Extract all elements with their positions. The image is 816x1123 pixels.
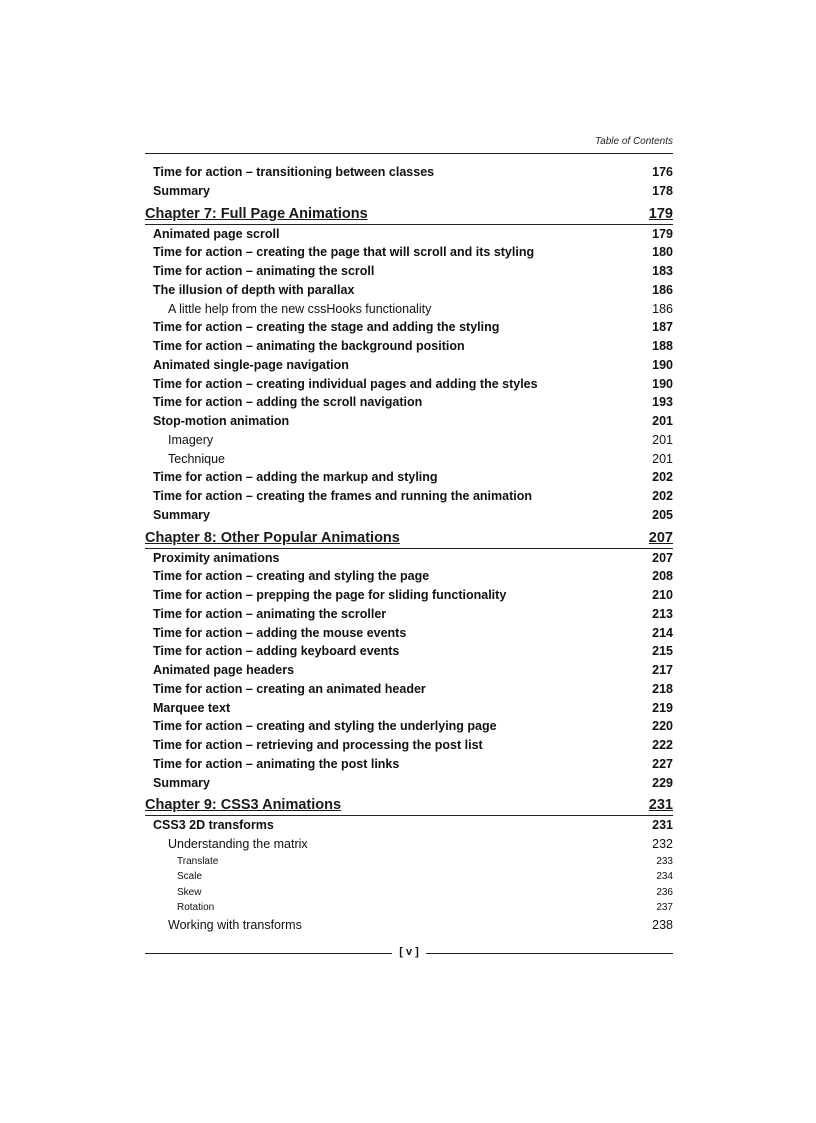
toc-entry-page: 176 [652, 165, 673, 179]
toc-entry-title: Working with transforms [168, 917, 302, 932]
toc-entry[interactable] [145, 225, 673, 244]
toc-entry-page: 186 [652, 282, 673, 297]
toc-entry[interactable] [145, 699, 673, 718]
toc-entry[interactable] [145, 567, 673, 586]
chapter-heading[interactable] [145, 527, 673, 549]
toc-entry-title: Marquee text [153, 700, 231, 715]
toc-entry[interactable] [145, 774, 673, 793]
toc-entry-title: Time for action – creating and styling the underlying page [153, 719, 497, 734]
toc-entry[interactable] [145, 300, 673, 319]
toc-entry-title: Stop-motion animation [153, 414, 290, 428]
toc-entry-title: Understanding the matrix [168, 837, 308, 851]
toc-entry[interactable] [145, 717, 673, 736]
toc-entry-title: Animated page headers [153, 663, 295, 677]
toc-entry-page: 237 [656, 902, 673, 914]
toc-entry[interactable] [145, 281, 673, 300]
toc-entry[interactable] [145, 755, 673, 774]
toc-entry-page: 201 [652, 451, 673, 466]
toc-entry[interactable] [145, 506, 673, 525]
toc-entry-page: 207 [648, 529, 673, 546]
toc-entry-title: Time for action – creating an animated header [153, 681, 426, 696]
toc-entry[interactable] [145, 243, 673, 262]
toc-entry-title: Technique [168, 451, 225, 466]
page-header [145, 136, 673, 154]
toc-entry[interactable] [145, 916, 673, 935]
toc-entry[interactable] [145, 624, 673, 643]
toc-entry-title: Time for action – animating the scroller [153, 606, 387, 621]
chapter-heading[interactable] [145, 794, 673, 816]
toc-entry-title: A little help from the new cssHooks functionality [168, 301, 432, 316]
page-number: [ v ] [399, 946, 419, 958]
toc-entry-title: Time for action – creating and styling the page [153, 569, 430, 584]
toc-entry-title: Summary [153, 775, 210, 790]
toc-entry-title: Time for action – adding keyboard events [153, 644, 400, 659]
toc-entry[interactable] [145, 605, 673, 624]
toc-entry[interactable] [145, 431, 673, 450]
toc-entry-page: 186 [652, 301, 673, 316]
toc-entry-title: Chapter 8: Other Popular Animations [145, 529, 400, 546]
toc-entry-title: Time for action – retrieving and processing the post list [153, 738, 483, 752]
toc-entry-page: 208 [652, 569, 673, 584]
toc-entry-page: 179 [648, 205, 673, 222]
toc-entry-page: 190 [652, 357, 673, 372]
toc-entry-page: 220 [652, 719, 673, 734]
toc-entry-page: 238 [652, 917, 673, 932]
toc-entry-title: The illusion of depth with parallax [153, 282, 355, 297]
toc-entry-page: 214 [652, 625, 673, 640]
toc-entry[interactable] [145, 854, 673, 870]
table-of-contents [145, 163, 673, 935]
toc-entry-page: 205 [652, 507, 673, 522]
toc-entry-page: 232 [652, 837, 673, 851]
toc-entry-page: 179 [652, 226, 673, 241]
toc-entry-title: Time for action – adding the scroll navigation [153, 395, 423, 410]
toc-entry[interactable] [145, 885, 673, 901]
toc-entry-page: 180 [652, 245, 673, 260]
toc-entry-page: 207 [652, 550, 673, 565]
toc-entry-page: 190 [652, 376, 673, 391]
toc-entry-title: Time for action – adding the mouse events [153, 625, 407, 640]
toc-entry[interactable] [145, 375, 673, 394]
toc-entry-title: CSS3 2D transforms [153, 818, 274, 833]
toc-entry-page: 187 [652, 320, 673, 335]
footer-rule-right [426, 953, 673, 954]
toc-entry[interactable] [145, 642, 673, 661]
toc-entry-title: Chapter 7: Full Page Animations [145, 205, 368, 222]
toc-entry-title: Time for action – creating individual pages and adding the styles [153, 376, 538, 391]
toc-entry-page: 202 [652, 489, 673, 503]
toc-entry-page: 201 [652, 432, 673, 447]
toc-entry[interactable] [145, 182, 673, 201]
toc-entry[interactable] [145, 318, 673, 337]
toc-entry-title: Time for action – adding the markup and styling [153, 470, 438, 485]
toc-entry[interactable] [145, 412, 673, 431]
toc-entry[interactable] [145, 163, 673, 182]
toc-entry-title: Summary [153, 183, 210, 198]
toc-entry-title: Proximity animations [153, 550, 280, 565]
toc-entry-title: Time for action – animating the background position [153, 339, 465, 353]
toc-entry-page: 218 [652, 681, 673, 696]
toc-entry-page: 234 [656, 871, 673, 883]
toc-entry[interactable] [145, 680, 673, 699]
toc-entry-title: Time for action – creating the stage and adding the styling [153, 320, 500, 335]
toc-entry-title: Time for action – creating the frames and running the animation [153, 489, 532, 503]
toc-entry-page: 227 [652, 756, 673, 771]
toc-entry-title: Time for action – animating the scroll [153, 264, 375, 278]
page-footer [145, 946, 673, 962]
toc-entry-title: Time for action – prepping the page for sliding functionality [153, 588, 507, 602]
toc-entry-page: 213 [652, 606, 673, 621]
toc-entry-title: Summary [153, 507, 210, 522]
toc-entry[interactable] [145, 262, 673, 281]
toc-entry-page: 231 [648, 797, 673, 814]
toc-entry-page: 219 [652, 700, 673, 715]
toc-entry[interactable] [145, 393, 673, 412]
toc-entry[interactable] [145, 900, 673, 916]
running-head: Table of Contents [594, 136, 673, 147]
toc-entry[interactable] [145, 549, 673, 568]
toc-entry-title: Skew [177, 886, 202, 898]
toc-entry-title: Imagery [168, 432, 214, 447]
toc-entry-page: 178 [652, 183, 673, 198]
toc-entry[interactable] [145, 356, 673, 375]
toc-entry-title: Chapter 9: CSS3 Animations [145, 797, 342, 814]
toc-entry-page: 229 [652, 775, 673, 790]
toc-entry-title: Scale [177, 871, 203, 883]
toc-entry-page: 236 [656, 886, 673, 898]
toc-entry[interactable] [145, 487, 673, 506]
toc-entry[interactable] [145, 661, 673, 680]
toc-entry[interactable] [145, 337, 673, 356]
toc-entry[interactable] [145, 816, 673, 835]
toc-entry-title: Animated page scroll [153, 226, 280, 241]
toc-entry-page: 193 [652, 395, 673, 410]
toc-entry-title: Time for action – transitioning between classes [153, 165, 435, 179]
toc-entry-page: 183 [652, 264, 673, 278]
toc-entry-title: Animated single-page navigation [153, 357, 349, 372]
toc-entry-page: 201 [652, 414, 673, 428]
toc-entry-page: 231 [652, 818, 673, 833]
toc-entry-page: 233 [656, 855, 673, 867]
footer-rule-left [145, 953, 392, 954]
toc-entry-page: 222 [652, 738, 673, 752]
toc-entry[interactable] [145, 869, 673, 885]
toc-entry[interactable] [145, 736, 673, 755]
toc-entry[interactable] [145, 450, 673, 469]
toc-entry-page: 215 [652, 644, 673, 659]
toc-entry-page: 188 [652, 339, 673, 353]
toc-entry-title: Translate [177, 855, 219, 867]
toc-entry-title: Time for action – animating the post links [153, 756, 400, 771]
toc-entry-title: Time for action – creating the page that will scroll and its styling [153, 245, 535, 260]
toc-entry-page: 202 [652, 470, 673, 485]
toc-entry[interactable] [145, 835, 673, 854]
toc-entry[interactable] [145, 468, 673, 487]
chapter-heading[interactable] [145, 203, 673, 225]
toc-entry-page: 217 [652, 663, 673, 677]
toc-entry[interactable] [145, 586, 673, 605]
toc-entry-title: Rotation [177, 902, 215, 914]
toc-entry-page: 210 [652, 588, 673, 602]
